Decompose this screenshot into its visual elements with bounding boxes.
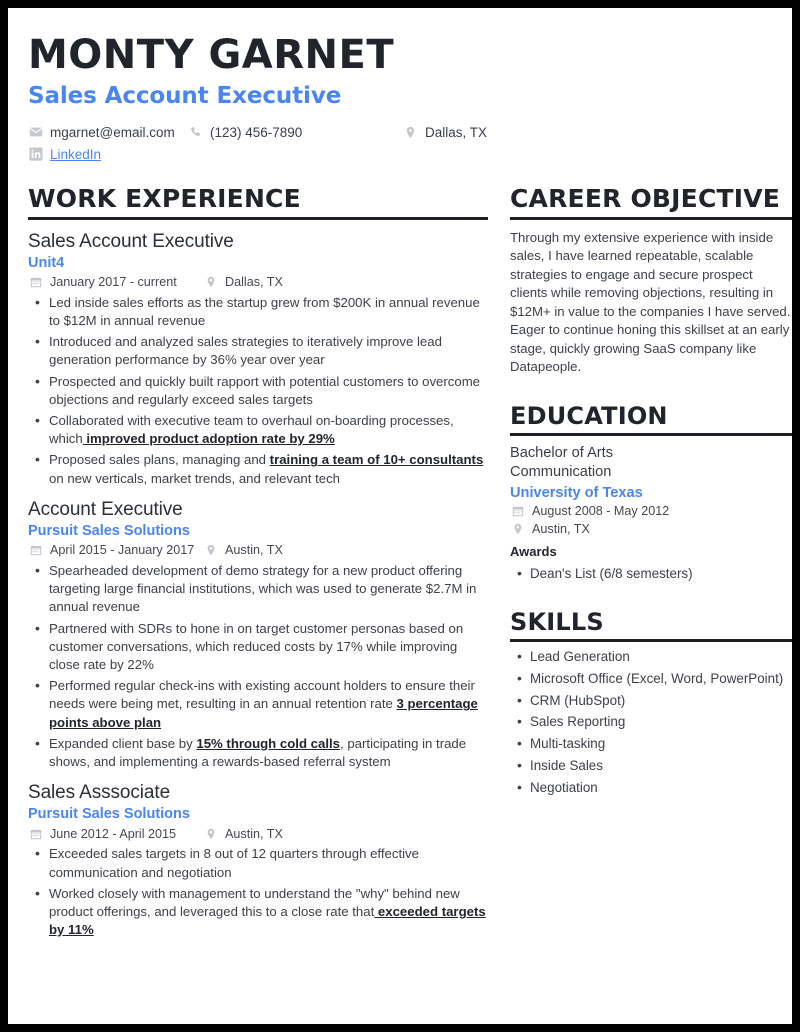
work-entry-dates-text: April 2015 - January 2017 [50,543,195,558]
work-entry-dates [28,543,203,558]
work-entry-location [203,826,283,841]
bullet-item: • Exceeded sales targets in 8 out of 12 quarters through effective communication and negotiation [28,845,488,881]
work-entry-title: Account Executive [28,498,183,520]
candidate-headline: Sales Account Executive [28,83,342,110]
bullet-emphasis: improved product adoption rate by 29% [82,431,335,447]
section-heading-career-objective: CAREER OBJECTIVE [510,185,792,220]
contact-linkedin[interactable] [28,147,101,162]
skill-item: • Negotiation [510,779,792,797]
envelope-icon [28,125,43,140]
bullet-item: • Prospected and quickly built rapport with potential customers to overcome objections and regularly exceed sales targets [28,373,488,409]
bullet-emphasis: 15% through cold calls [196,735,341,751]
education-degree-line2: Communication [510,464,612,481]
right-column [510,185,792,801]
section-heading-work-experience: WORK EXPERIENCE [28,185,488,220]
contact-phone[interactable] [188,125,403,140]
contact-email[interactable] [28,125,188,140]
education-dates-text: August 2008 - May 2012 [532,504,670,519]
education-section [510,403,792,583]
work-entry-location-text: Austin, TX [225,543,283,558]
work-entry-location-text: Austin, TX [225,826,283,841]
bullet-item: • Proposed sales plans, managing and training a team of 10+ consultants on new verticals, market trends, and relevant tech [28,451,488,487]
phone-icon [188,125,203,140]
skill-item: • Multi-tasking [510,735,792,753]
calendar-icon [28,826,43,841]
work-entry [28,499,488,771]
calendar-icon [510,504,525,519]
map-pin-icon [203,275,218,290]
map-pin-icon [510,522,525,537]
candidate-name: MONTY GARNET [28,32,395,78]
bullet-item: • Collaborated with executive team to overhaul on-boarding processes, which improved product adoption rate by 29% [28,412,488,448]
career-objective-section [510,185,792,376]
work-entry-bullets [28,562,488,771]
contact-row-secondary [28,143,772,165]
work-entry-company: Unit4 [28,254,65,271]
award-item: • Dean's List (6/8 semesters) [510,565,792,583]
education-school: University of Texas [510,484,643,501]
map-pin-icon [203,826,218,841]
bullet-item: • Led inside sales efforts as the startup grew from $200K in annual revenue to $12M in annual revenue [28,294,488,330]
contact-row-primary [28,121,772,143]
resume-header [28,34,772,165]
bullet-item: • Performed regular check-ins with existing account holders to ensure their needs were being met, resulting in an annual retention rate 3 percentage points above plan [28,677,488,732]
work-entry-company: Pursuit Sales Solutions [28,522,190,539]
work-entry-dates [28,275,203,290]
work-entry-dates-text: June 2012 - April 2015 [50,826,177,841]
resume-page [8,8,792,1024]
work-entry-location [203,275,283,290]
section-heading-skills: SKILLS [510,609,792,642]
contact-location-text: Dallas, TX [425,124,488,140]
contact-phone-text: (123) 456-7890 [210,124,303,140]
education-degree-line1: Bachelor of Arts [510,444,614,461]
map-pin-icon [403,125,418,140]
work-entry-location [203,543,283,558]
work-entry-dates-text: January 2017 - current [50,275,177,290]
work-entry-title: Sales Account Executive [28,230,234,252]
bullet-item: • Expanded client base by 15% through cold calls, participating in trade shows, and implementing a rewards-based referral system [28,735,488,771]
work-entry-title: Sales Asssociate [28,782,171,804]
calendar-icon [28,275,43,290]
linkedin-icon [28,147,43,162]
education-dates [510,504,792,519]
education-degree [510,444,792,483]
work-entry-dates [28,826,203,841]
bullet-item: • Worked closely with management to understand the "why" behind new product offerings, and leveraged this to a close rate that exceeded targets by 11% [28,885,488,940]
work-entry-meta [28,826,488,841]
calendar-icon [28,543,43,558]
contact-info [28,121,772,165]
bullet-emphasis: exceeded targets by 11% [49,903,486,938]
bullet-item: • Introduced and analyzed sales strategies to iteratively improve lead generation performance by 36% year over year [28,333,488,369]
work-entry-company: Pursuit Sales Solutions [28,806,190,823]
skill-item: • Microsoft Office (Excel, Word, PowerPoint) [510,670,792,688]
education-location [510,522,792,537]
skill-item: • Inside Sales [510,757,792,775]
work-experience-list [28,231,488,940]
skill-item: • Sales Reporting [510,713,792,731]
work-entry [28,782,488,939]
work-entry-meta [28,275,488,290]
skill-item: • Lead Generation [510,648,792,666]
left-column [28,185,488,942]
contact-location [403,125,487,140]
awards-label: Awards [510,543,557,559]
map-pin-icon [203,543,218,558]
skill-item: • CRM (HubSpot) [510,692,792,710]
work-entry-meta [28,543,488,558]
work-entry-bullets [28,845,488,939]
awards-list [510,565,792,583]
career-objective-text: Through my extensive experience with inside sales, I have learned repeatable, scalable strategies to engage and secure prospect clients while removing objections, resulting in $12M+ in value to the companies I have served. Eager to continue honing this skillset at an early stage, quickly growing SaaS company like Datapeople. [510,229,791,375]
work-entry [28,231,488,488]
bullet-item: • Partnered with SDRs to hone in on target customer personas based on customer conversations, which reduced costs by 17% while improving close rate by 22% [28,620,488,675]
section-heading-education: EDUCATION [510,403,792,436]
skills-section [510,609,792,797]
work-entry-bullets [28,294,488,488]
bullet-item: • Spearheaded development of demo strategy for a new product offering targeting large financial institutions, which was used to generate $2.7M in annual revenue [28,562,488,617]
education-location-text: Austin, TX [532,522,590,537]
contact-linkedin-text[interactable]: LinkedIn [50,146,102,162]
skills-list [510,648,792,797]
work-entry-location-text: Dallas, TX [225,275,283,290]
bullet-emphasis: 3 percentage points above plan [49,696,478,730]
bullet-emphasis: training a team of 10+ consultants [269,452,484,468]
contact-email-text: mgarnet@email.com [50,124,175,140]
